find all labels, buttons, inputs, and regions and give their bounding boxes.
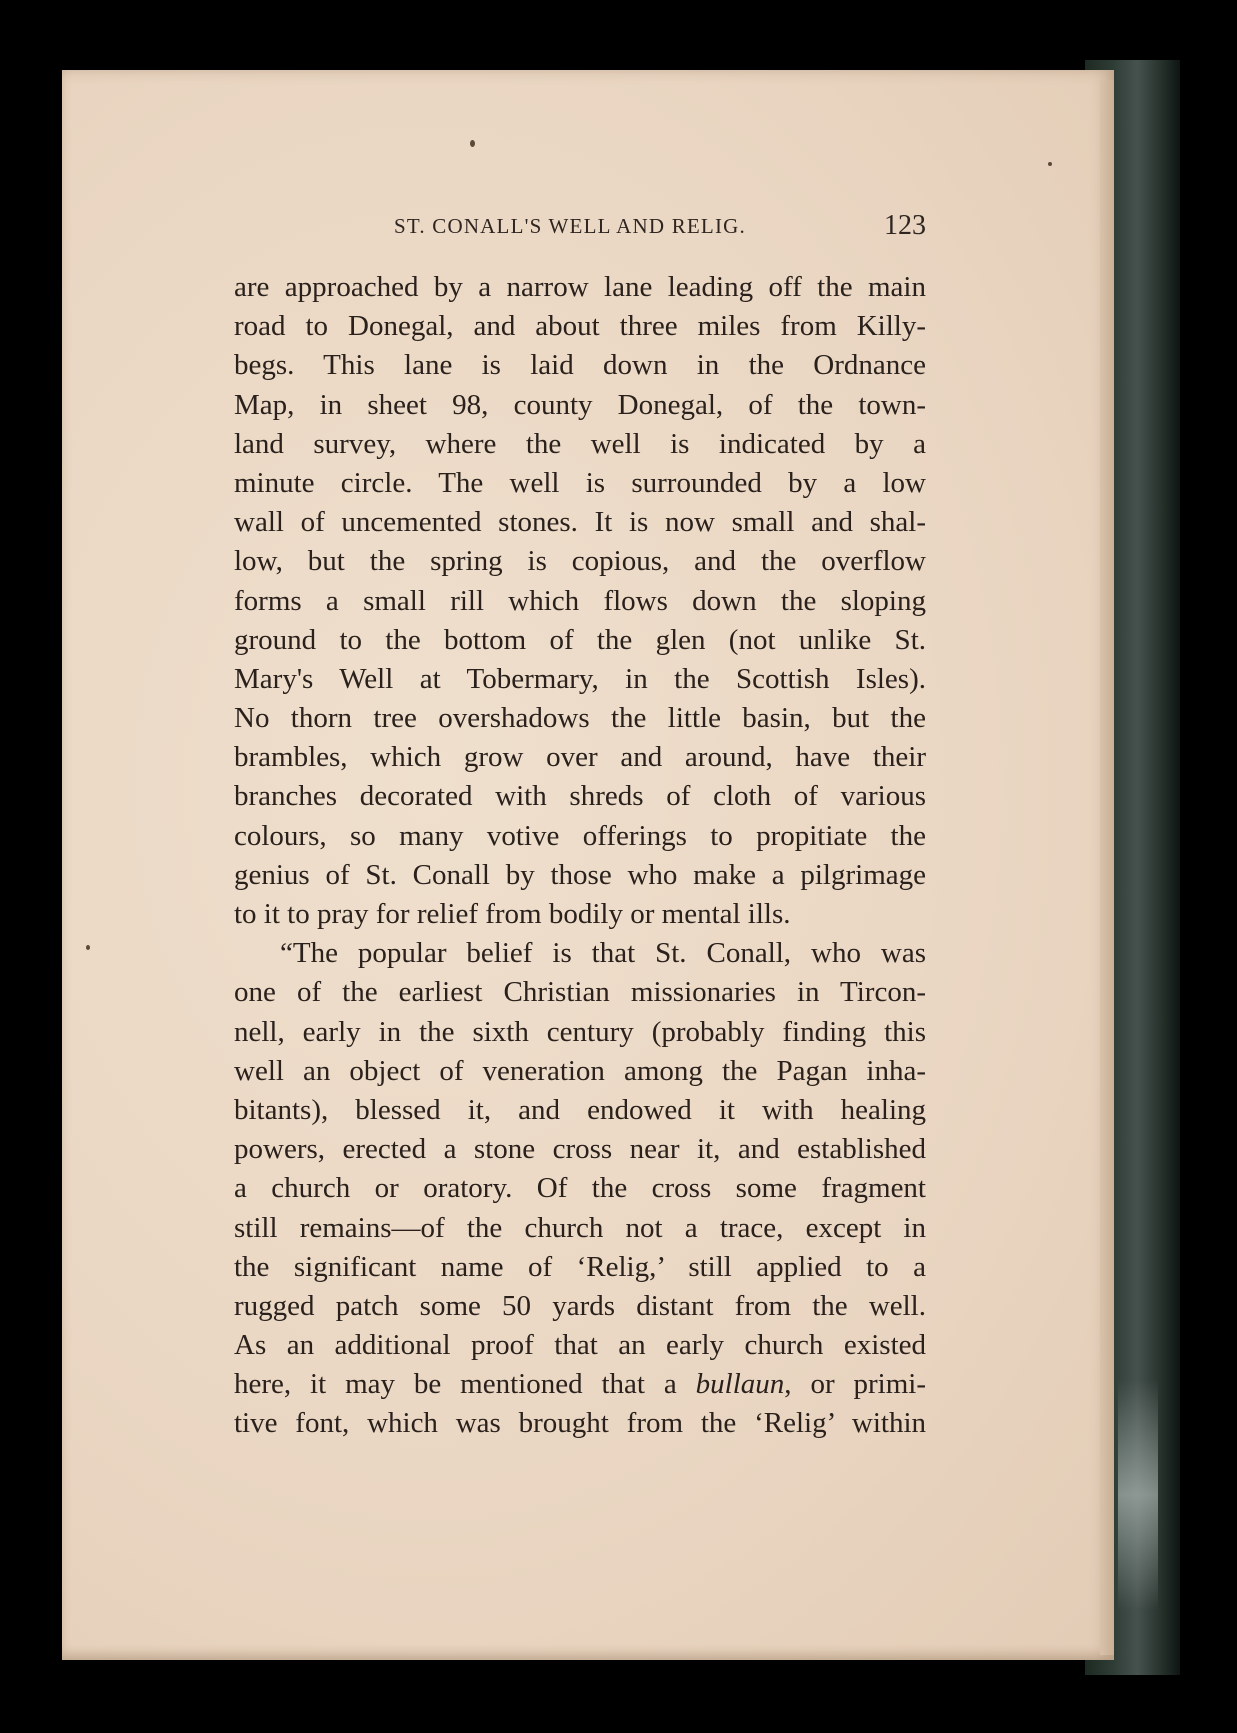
- spine-glare: [1118, 1380, 1158, 1610]
- body-text: [234, 268, 926, 1444]
- text-line: well an object of veneration among the Pagan inha-: [234, 1054, 926, 1087]
- text-line: brambles, which grow over and around, have their: [234, 741, 926, 774]
- text-line: forms a small rill which flows down the sloping: [234, 584, 926, 617]
- text-line: one of the earliest Christian missionaries in Tircon-: [234, 976, 926, 1009]
- text-line: As an additional proof that an early church existed: [234, 1329, 926, 1362]
- text-line: still remains—of the church not a trace, except in: [234, 1211, 926, 1244]
- text-line: to it to pray for relief from bodily or mental ills.: [234, 898, 791, 930]
- paper-speck: [86, 945, 90, 950]
- text-line: branches decorated with shreds of cloth of various: [234, 780, 926, 813]
- text-line: bitants), blessed it, and endowed it with healing: [234, 1093, 926, 1126]
- text-line: road to Donegal, and about three miles from Killy-: [234, 310, 926, 343]
- text-line: powers, erected a stone cross near it, and established: [234, 1133, 926, 1166]
- italic-term: bullaun: [695, 1368, 785, 1401]
- line-29-end: , or primi-: [784, 1368, 926, 1401]
- line-29-start: here, it may be mentioned that a: [234, 1368, 696, 1401]
- text-line: ground to the bottom of the glen (not unlike St.: [234, 623, 926, 656]
- text-line: begs. This lane is laid down in the Ordnance: [234, 349, 926, 382]
- page-number: 123: [884, 210, 926, 241]
- text-line: rugged patch some 50 yards distant from the well.: [234, 1289, 926, 1322]
- text-line: minute circle. The well is surrounded by a low: [234, 466, 926, 499]
- text-line: land survey, where the well is indicated by a: [234, 427, 926, 460]
- text-line: genius of St. Conall by those who make a pilgrimage: [234, 858, 926, 891]
- text-line: wall of uncemented stones. It is now small and shal-: [234, 506, 926, 539]
- text-line: are approached by a narrow lane leading off the main: [234, 271, 926, 303]
- page-header: [236, 208, 926, 248]
- text-line: tive font, which was brought from the ‘Relig’ within: [234, 1407, 926, 1440]
- text-line: low, but the spring is copious, and the overflow: [234, 545, 926, 578]
- text-line: the significant name of ‘Relig,’ still applied to a: [234, 1250, 926, 1283]
- paper-speck: [470, 140, 475, 147]
- text-line: “The popular belief is that St. Conall, who was: [280, 937, 926, 970]
- paper-speck: [1048, 162, 1052, 166]
- text-line: Map, in sheet 98, county Donegal, of the town-: [234, 388, 926, 421]
- running-head: ST. CONALL'S WELL AND RELIG.: [394, 214, 746, 238]
- text-line: nell, early in the sixth century (probably finding this: [234, 1015, 926, 1048]
- text-line: No thorn tree overshadows the little basin, but the: [234, 702, 926, 735]
- text-line: colours, so many votive offerings to propitiate the: [234, 819, 926, 852]
- text-line: a church or oratory. Of the cross some fragment: [234, 1172, 926, 1205]
- page-edge: [1100, 80, 1114, 1655]
- text-line: [234, 1365, 926, 1404]
- text-line: Mary's Well at Tobermary, in the Scottish Isles).: [234, 662, 926, 695]
